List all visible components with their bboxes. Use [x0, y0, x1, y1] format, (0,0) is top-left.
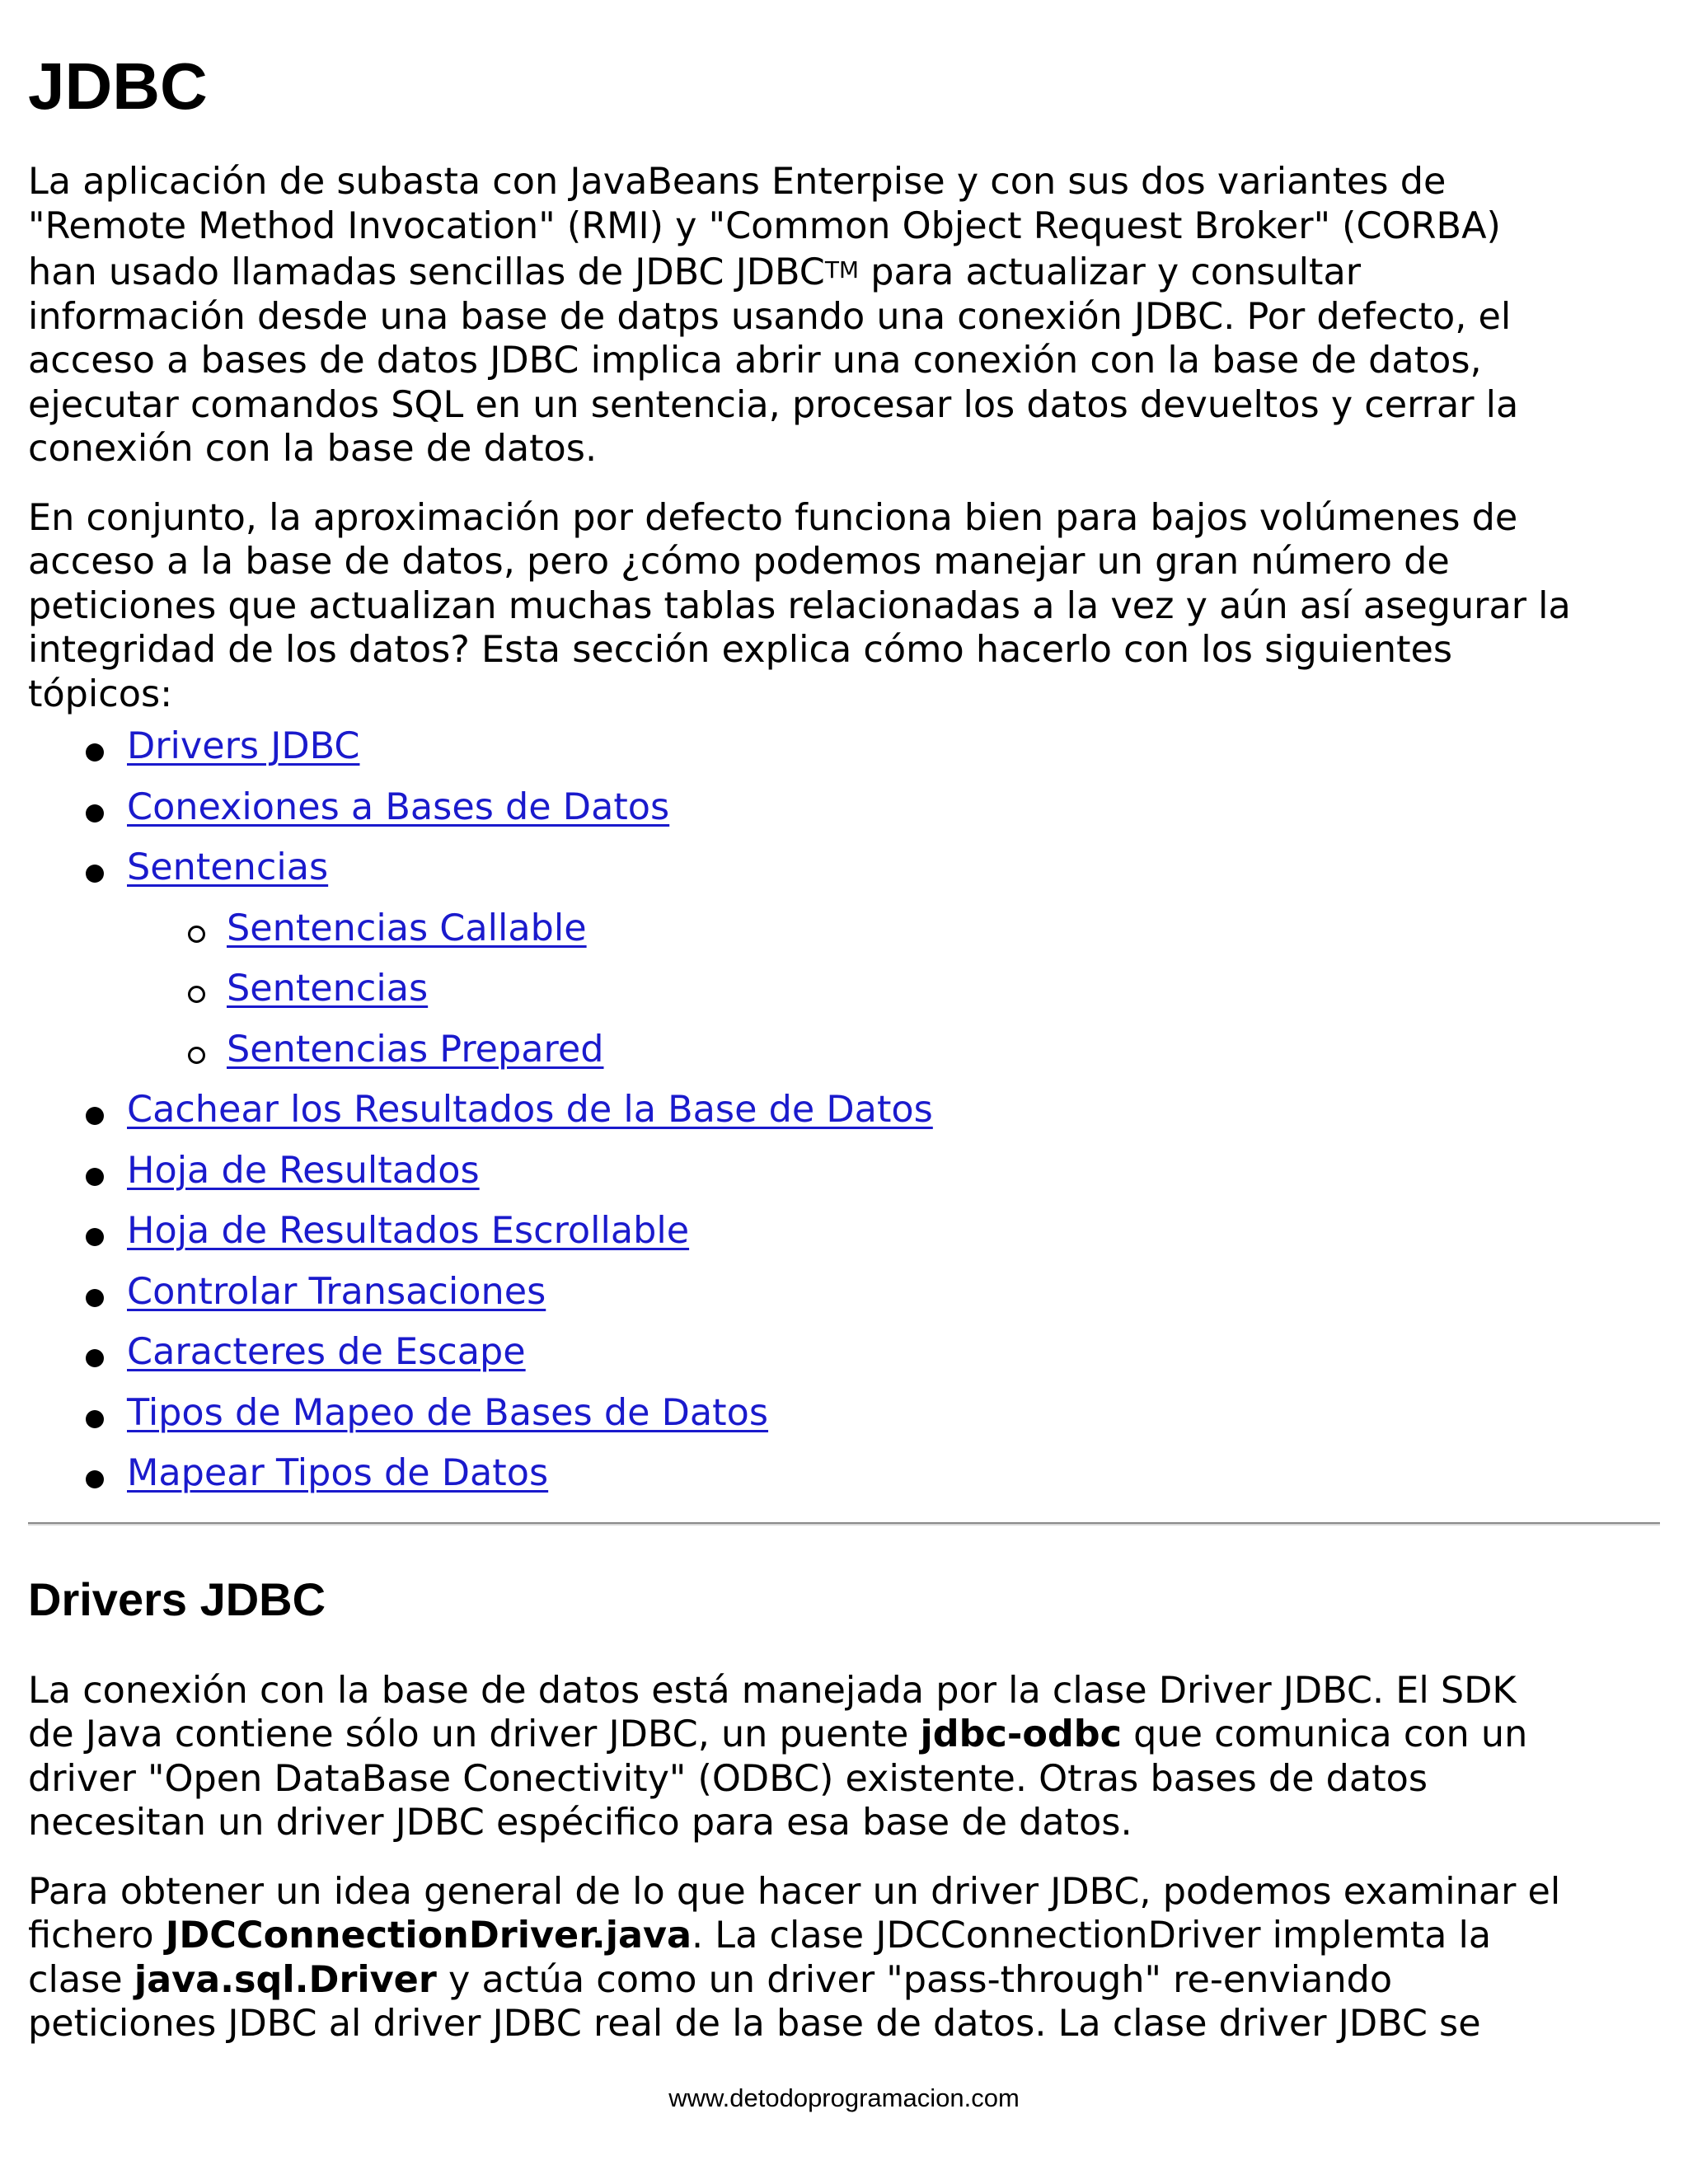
text-line: La aplicación de subasta con JavaBeans Enterpise y con sus dos variantes de — [28, 161, 1447, 203]
section-divider — [28, 1522, 1660, 1526]
text-line: La conexión con la base de datos está manejada por la clase Driver JDBC. El SDK — [28, 1669, 1517, 1712]
bullet-disc-icon — [86, 1470, 104, 1488]
text-line: información desde una base de datps usando una conexión JDBC. Por defecto, el — [28, 295, 1512, 338]
bold-term: java.sql.Driver — [134, 1958, 437, 2001]
link-conexiones[interactable]: Conexiones a Bases de Datos — [127, 785, 670, 828]
text-span: han usado llamadas sencillas de JDBC JDBC — [28, 251, 825, 293]
text-line: acceso a la base de datos, pero ¿cómo podemos manejar un gran número de — [28, 541, 1450, 583]
text-line: tópicos: — [28, 673, 173, 715]
sub-list-item — [28, 958, 1660, 1019]
link-mapear-tipos[interactable]: Mapear Tipos de Datos — [127, 1452, 549, 1494]
text-span: y actúa como un driver "pass-through" re-enviando — [436, 1958, 1393, 2001]
text-line — [28, 248, 1660, 295]
bullet-disc-icon — [86, 804, 104, 823]
link-drivers-jdbc[interactable]: Drivers JDBC — [127, 725, 360, 767]
list-item — [28, 1262, 1660, 1323]
link-sentencias-prepared[interactable]: Sentencias Prepared — [227, 1028, 604, 1071]
text-line — [28, 1914, 1660, 1958]
text-span: clase — [28, 1958, 134, 2001]
list-item — [28, 1201, 1660, 1262]
bullet-disc-icon — [86, 1410, 104, 1428]
bullet-circle-icon — [188, 926, 205, 943]
text-line: En conjunto, la aproximación por defecto funciona bien para bajos volúmenes de — [28, 496, 1518, 539]
link-sentencias[interactable]: Sentencias — [127, 846, 329, 888]
text-span: para actualizar y consultar — [859, 251, 1362, 293]
bullet-disc-icon — [86, 1168, 104, 1186]
bullet-disc-icon — [86, 743, 104, 762]
list-item — [28, 1141, 1660, 1202]
text-line: Para obtener un idea general de lo que hacer un driver JDBC, podemos examinar el — [28, 1870, 1561, 1913]
text-line — [28, 1713, 1660, 1757]
trademark-symbol: TM — [824, 256, 860, 284]
list-item — [28, 1443, 1660, 1504]
text-span: de Java contiene sólo un driver JDBC, un puente — [28, 1713, 921, 1755]
footer-url: www.detodoprogramacion.com — [668, 2083, 1020, 2112]
link-sentencias-callable[interactable]: Sentencias Callable — [227, 907, 587, 949]
bullet-disc-icon — [86, 865, 104, 883]
drivers-paragraph-2 — [28, 1870, 1660, 2046]
text-line: integridad de los datos? Esta sección explica cómo hacerlo con los siguientes — [28, 629, 1453, 671]
text-line: driver "Open DataBase Conectivity" (ODBC) existente. Otras bases de datos — [28, 1757, 1428, 1800]
text-line: conexión con la base de datos. — [28, 428, 598, 470]
text-line: peticiones que actualizan muchas tablas relacionadas a la vez y aún así asegurar la — [28, 584, 1571, 627]
list-item — [28, 716, 1660, 777]
link-controlar-transaciones[interactable]: Controlar Transaciones — [127, 1270, 546, 1313]
text-span: que comunica con un — [1122, 1713, 1528, 1755]
bullet-disc-icon — [86, 1349, 104, 1367]
link-caracteres-escape[interactable]: Caracteres de Escape — [127, 1331, 526, 1373]
list-item — [28, 1080, 1660, 1141]
link-hoja-escrollable[interactable]: Hoja de Resultados Escrollable — [127, 1210, 690, 1252]
text-line: necesitan un driver JDBC espécifico para esa base de datos. — [28, 1802, 1132, 1844]
link-hoja-resultados[interactable]: Hoja de Resultados — [127, 1149, 480, 1192]
bullet-disc-icon — [86, 1228, 104, 1246]
text-span: . La clase JDCConnectionDriver implemta la — [692, 1915, 1492, 1957]
text-line: "Remote Method Invocation" (RMI) y "Common Object Request Broker" (CORBA) — [28, 204, 1501, 247]
page-title: JDBC — [28, 49, 208, 123]
bullet-disc-icon — [86, 1107, 104, 1125]
section-heading-drivers: Drivers JDBC — [28, 1572, 326, 1625]
sub-list-item — [28, 898, 1660, 959]
text-line — [28, 1958, 1660, 2003]
list-item — [28, 1383, 1660, 1444]
bullet-circle-icon — [188, 1047, 205, 1064]
text-span: fichero — [28, 1915, 166, 1957]
document-page — [28, 49, 1660, 2071]
sub-list-item — [28, 1019, 1660, 1080]
bullet-disc-icon — [86, 1289, 104, 1307]
topics-list — [28, 716, 1660, 1504]
intro-paragraph-2 — [28, 496, 1660, 717]
link-tipos-mapeo[interactable]: Tipos de Mapeo de Bases de Datos — [127, 1391, 769, 1434]
text-line: acceso a bases de datos JDBC implica abrir una conexión con la base de datos, — [28, 340, 1482, 382]
drivers-paragraph-1 — [28, 1669, 1660, 1845]
bold-term: jdbc-odbc — [920, 1713, 1123, 1755]
link-cachear-resultados[interactable]: Cachear los Resultados de la Base de Datos — [127, 1089, 933, 1131]
intro-paragraph-1 — [28, 160, 1660, 471]
list-item — [28, 1322, 1660, 1383]
text-line: peticiones JDBC al driver JDBC real de la base de datos. La clase driver JDBC se — [28, 2003, 1481, 2045]
list-item — [28, 777, 1660, 838]
link-sentencias-sub[interactable]: Sentencias — [227, 968, 429, 1010]
bold-term: JDCConnectionDriver.java — [165, 1915, 692, 1957]
text-line: ejecutar comandos SQL en un sentencia, procesar los datos devueltos y cerrar la — [28, 383, 1519, 426]
list-item — [28, 837, 1660, 898]
bullet-circle-icon — [188, 986, 205, 1003]
